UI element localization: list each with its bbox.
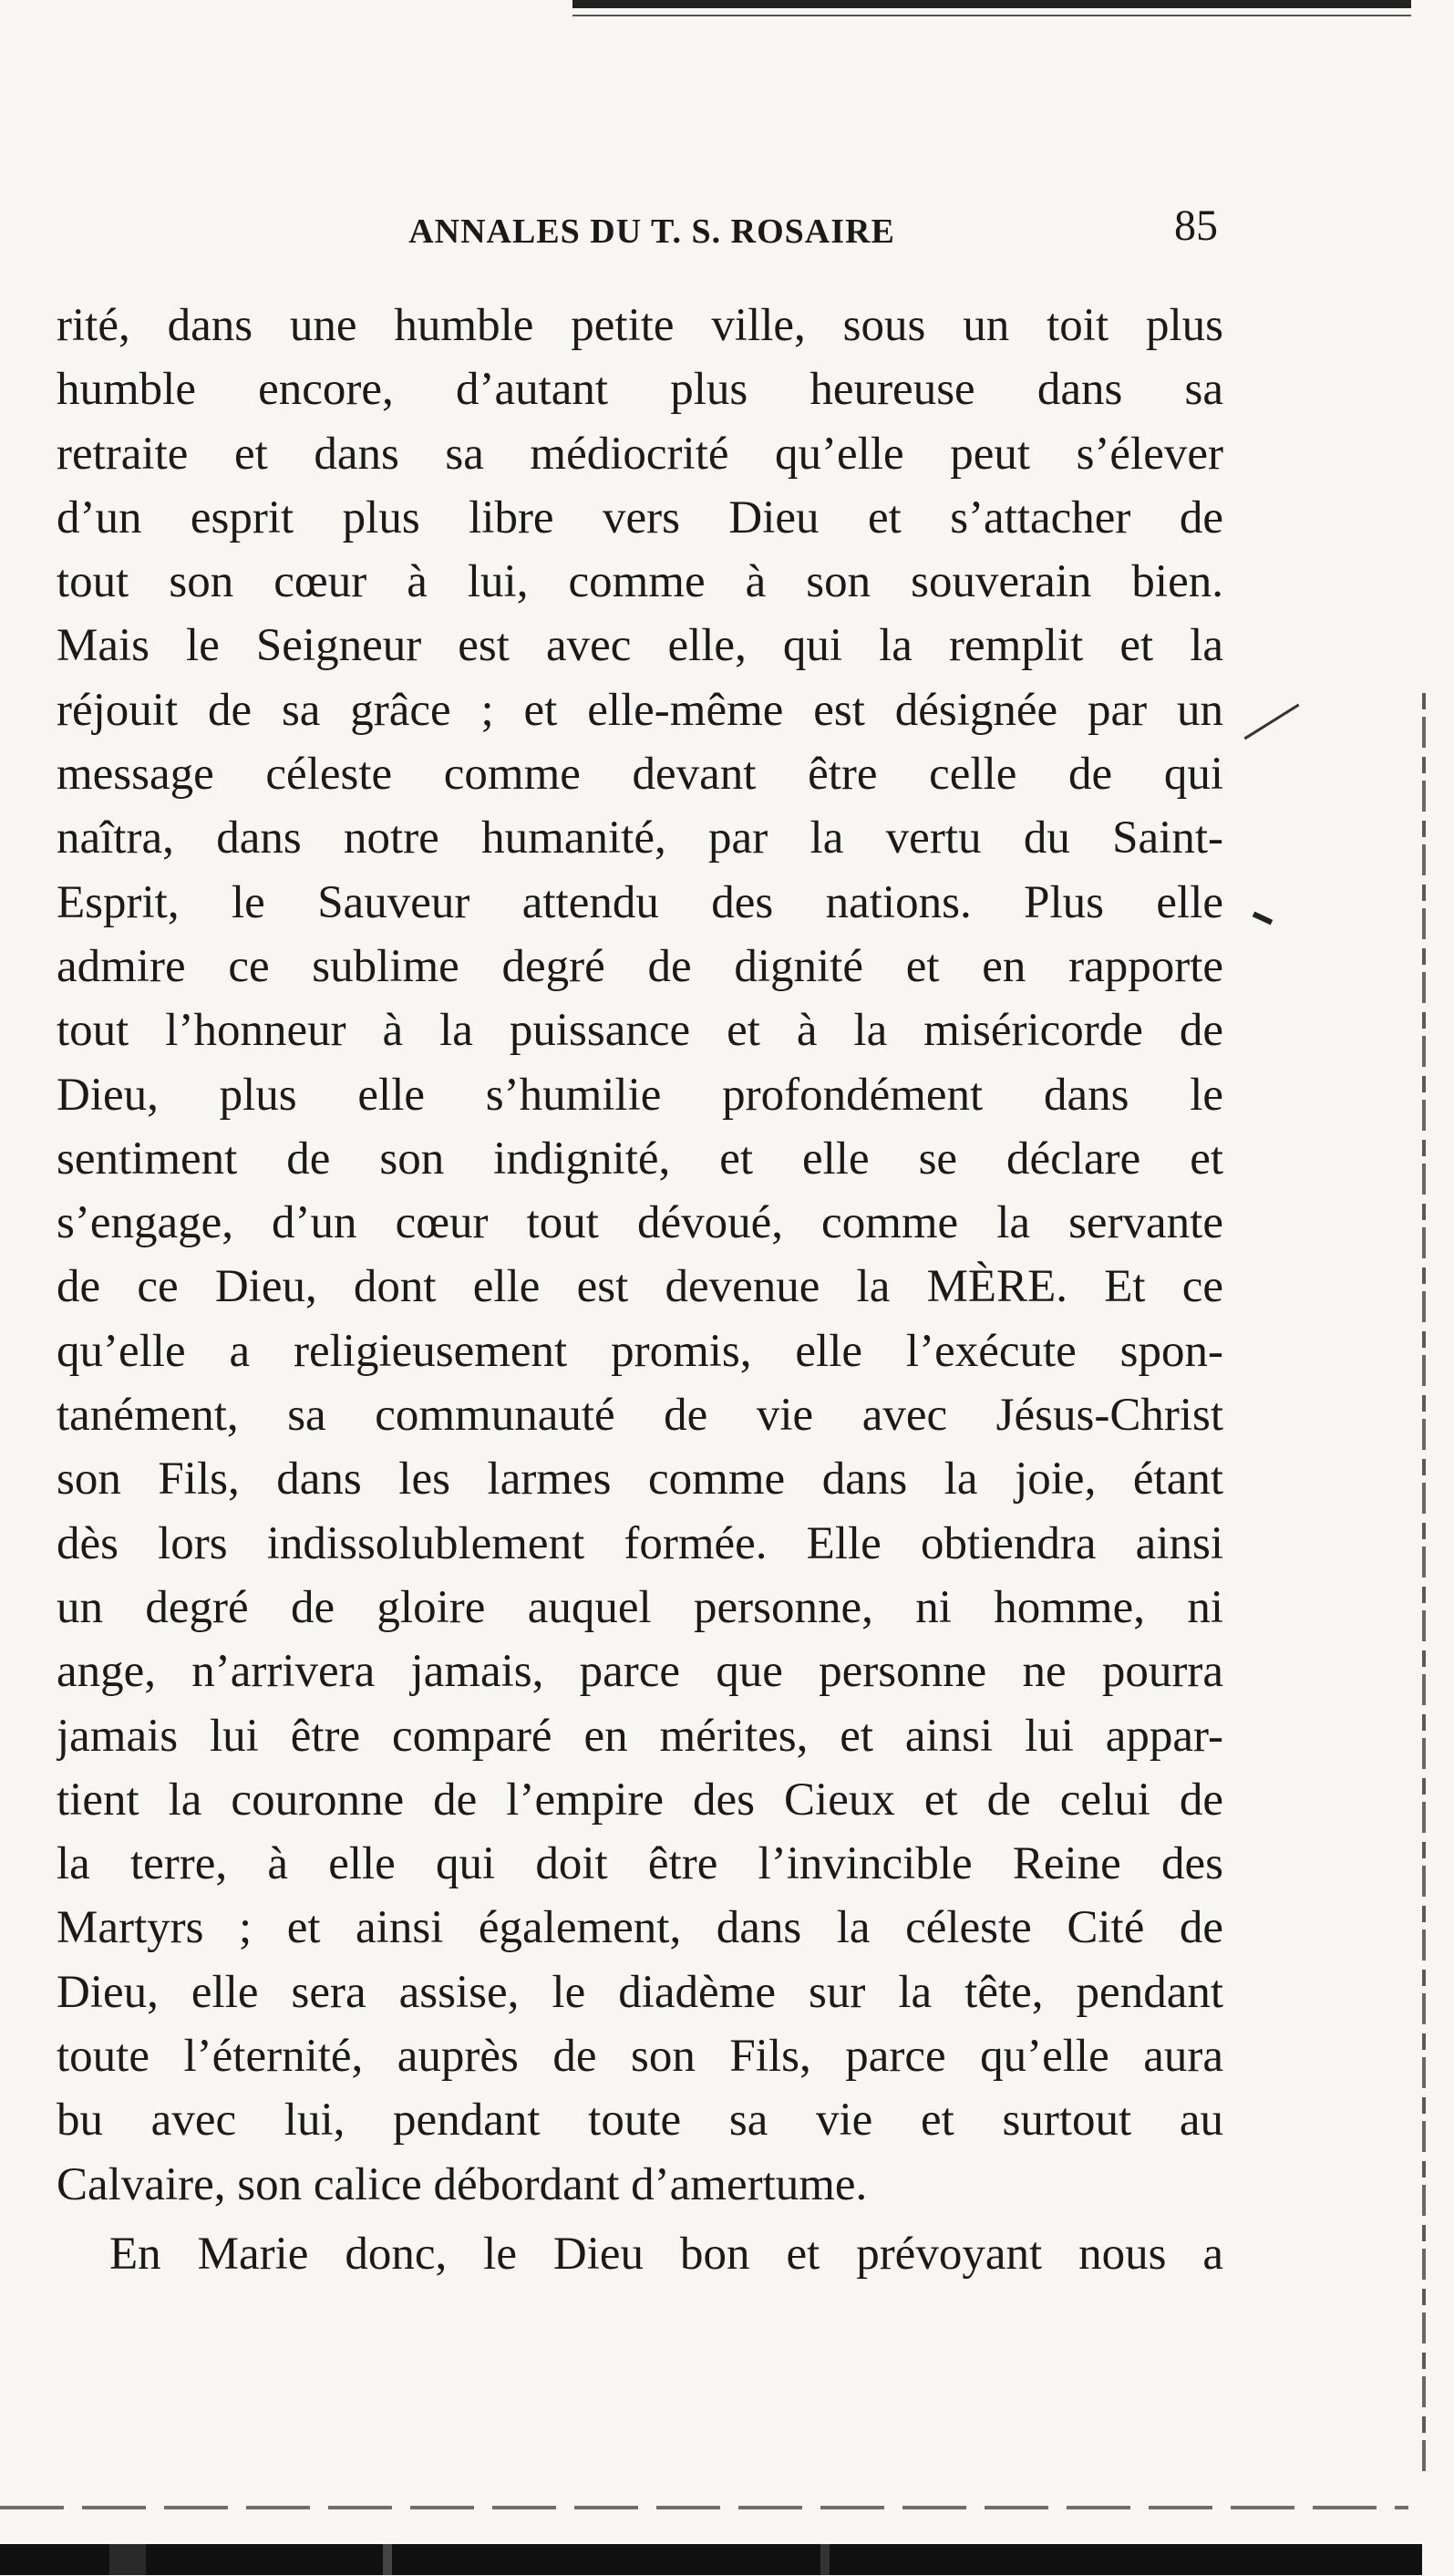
text-line: tout l’honneur à la puissance et à la miséricorde de [57, 1005, 1223, 1057]
text-line: retraite et dans sa médiocrité qu’elle peut s’élever [57, 428, 1223, 480]
margin-pencil-mark [1244, 704, 1300, 740]
text-line: dès lors indissolublement formée. Elle obtiendra ainsi [57, 1517, 1223, 1569]
text-line: rité, dans une humble petite ville, sous un toit plus [57, 300, 1223, 351]
text-line: sentiment de son indignité, et elle se déclare et [57, 1133, 1223, 1185]
text-line: naîtra, dans notre humanité, par la vertu du Saint- [57, 812, 1223, 864]
paragraph-start-line: En Marie donc, le Dieu bon et prévoyant nous a [109, 2228, 1223, 2280]
text-line: toute l’éternité, auprès de son Fils, parce qu’elle aura [57, 2031, 1223, 2083]
text-line: tout son cœur à lui, comme à son souverain bien. [57, 556, 1223, 608]
top-rule-thin [572, 15, 1411, 16]
text-line: humble encore, d’autant plus heureuse dans sa [57, 364, 1223, 416]
margin-dash-mark [1253, 912, 1273, 926]
bottom-scan-edge [0, 2544, 1422, 2575]
text-line: qu’elle a religieusement promis, elle l’exécute spon- [57, 1325, 1223, 1377]
text-line: son Fils, dans les larmes comme dans la joie, étant [57, 1454, 1223, 1505]
text-line: un degré de gloire auquel personne, ni homme, ni [57, 1581, 1223, 1633]
text-line: Esprit, le Sauveur attendu des nations. Plus elle [57, 876, 1223, 928]
text-line: Dieu, elle sera assise, le diadème sur la tête, pendant [57, 1966, 1223, 2018]
text-line: jamais lui être comparé en mérites, et ainsi lui appar- [57, 1710, 1223, 1762]
text-line: la terre, à elle qui doit être l’invincible Reine des [57, 1838, 1223, 1890]
text-line: Mais le Seigneur est avec elle, qui la remplit et la [57, 620, 1223, 672]
text-line: tanément, sa communauté de vie avec Jésus-Christ [57, 1390, 1223, 1442]
page-number: 85 [1174, 202, 1218, 250]
text-line: tient la couronne de l’empire des Cieux et de celui de [57, 1774, 1223, 1826]
text-line: réjouit de sa grâce ; et elle-même est désignée par un [57, 684, 1223, 736]
text-line: de ce Dieu, dont elle est devenue la MÈRE. Et ce [57, 1261, 1223, 1313]
running-head: ANNALES DU T. S. ROSAIRE [408, 212, 895, 251]
text-line: Calvaire, son calice débordant d’amertume. [57, 2158, 868, 2210]
body-text [57, 294, 1223, 2286]
text-line: Dieu, plus elle s’humilie profondément dans le [57, 1069, 1223, 1121]
text-line: d’un esprit plus libre vers Dieu et s’attacher de [57, 491, 1223, 543]
text-line: message céleste comme devant être celle de qui [57, 749, 1223, 801]
text-line: Martyrs ; et ainsi également, dans la céleste Cité de [57, 1902, 1223, 1954]
top-rule [572, 0, 1411, 8]
text-line: bu avec lui, pendant toute sa vie et surtout au [57, 2095, 1223, 2147]
text-line: s’engage, d’un cœur tout dévoué, comme la servante [57, 1197, 1223, 1249]
text-line: ange, n’arrivera jamais, parce que personne ne pourra [57, 1646, 1223, 1698]
right-edge-shadow [1422, 693, 1426, 2471]
bottom-rule-thin [0, 2506, 1408, 2509]
text-line: admire ce sublime degré de dignité et en rapporte [57, 940, 1223, 992]
